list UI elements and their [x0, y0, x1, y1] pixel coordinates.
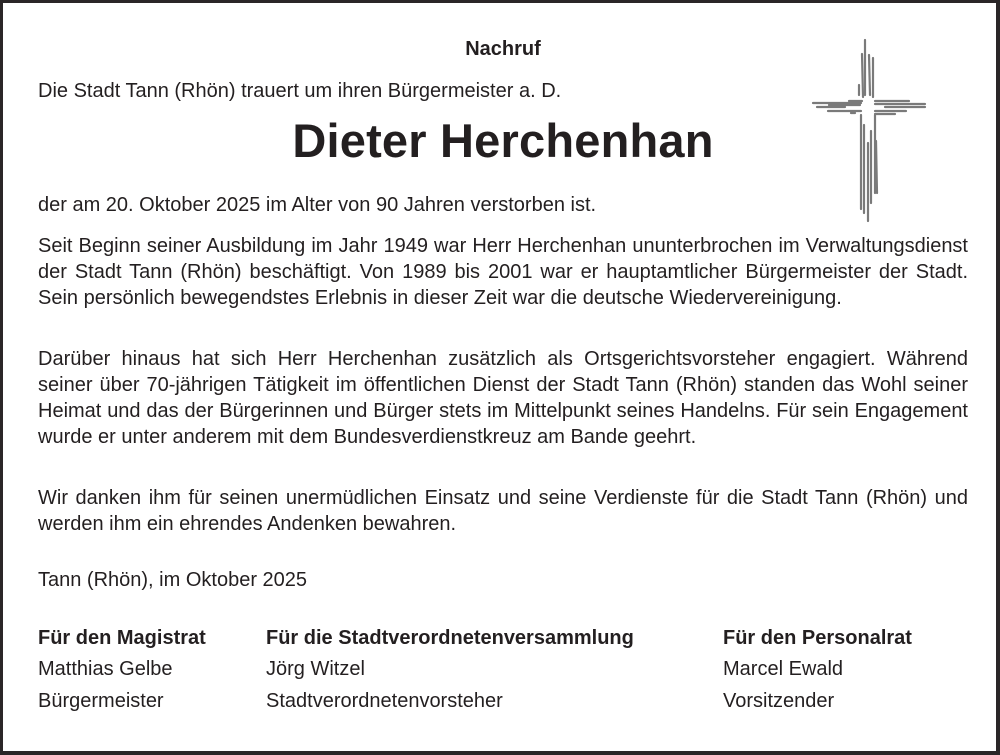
signature-role: Vorsitzender	[723, 690, 835, 712]
signature-name: Jörg Witzel	[266, 658, 365, 680]
paragraph-thanks: Wir danken ihm für seinen unermüdlichen Einsatz und seine Verdienste für die Stadt Tann (Rhön) und werden ihm ein ehrendes Andenken bewahren.	[38, 487, 968, 535]
signature-title: Für den Magistrat	[38, 627, 206, 649]
signature-magistrat	[38, 623, 206, 717]
paragraph-career: Seit Beginn seiner Ausbildung im Jahr 1949 war Herr Herchenhan ununterbrochen im Verwaltungsdienst der Stadt Tann (Rhön) beschäftigt. Von 1989 bis 2001 war er hauptamtlicher Bürgermeister der Stadt. Sein persönlich bewegendstes Erlebnis in dieser Zeit war die deutsche Wiedervereinigung.	[38, 235, 968, 309]
cross-icon	[803, 33, 933, 233]
deceased-name: Dieter Herchenhan	[292, 114, 714, 167]
signature-name: Matthias Gelbe	[38, 658, 173, 680]
intro-line: Die Stadt Tann (Rhön) trauert um ihren Bürgermeister a. D.	[38, 80, 562, 102]
paragraph-engagement: Darüber hinaus hat sich Herr Herchenhan zusätzlich als Ortsgerichtsvorsteher engagiert. Während seiner über 70-jährigen Tätigkeit im öffentlichen Dienst der Stadt Tann (Rhön) standen das Wohl seiner Heimat und das der Bürgerinnen und Bürger stets im Mittelpunkt seines Handelns. Für sein Engagement wurde er unter anderem mit dem Bundesverdienstkreuz am Bande geehrt.	[38, 348, 968, 448]
signature-title: Für den Personalrat	[723, 627, 912, 649]
death-date-line: der am 20. Oktober 2025 im Alter von 90 Jahren verstorben ist.	[38, 194, 597, 216]
signature-stadtverordnetenversammlung	[266, 623, 634, 717]
signature-personalrat	[723, 623, 912, 717]
place-date: Tann (Rhön), im Oktober 2025	[38, 569, 308, 591]
notice-heading: Nachruf	[465, 38, 541, 60]
signature-role: Bürgermeister	[38, 690, 164, 712]
signature-name: Marcel Ewald	[723, 658, 844, 680]
signature-role: Stadtverordnetenvorsteher	[266, 690, 503, 712]
signature-title: Für die Stadtverordnetenversammlung	[266, 627, 634, 649]
